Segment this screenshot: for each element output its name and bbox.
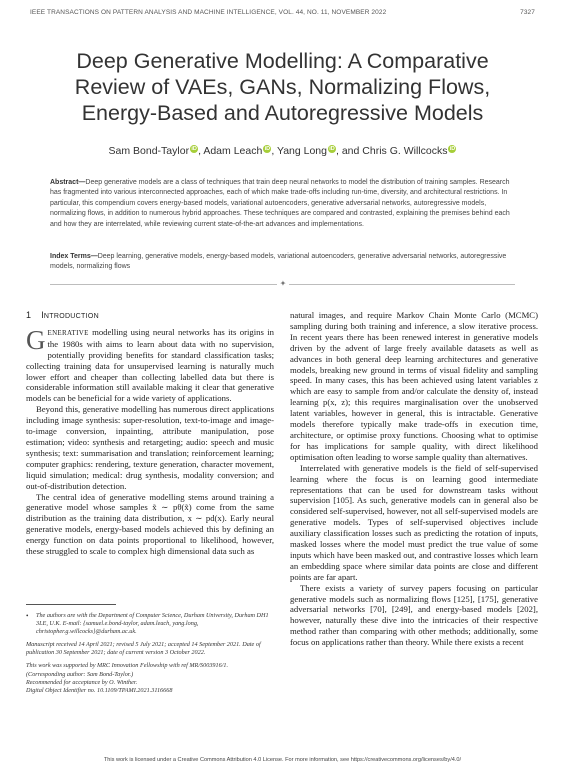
- bullet-icon: •: [26, 612, 29, 620]
- orcid-icon[interactable]: iD: [329, 146, 335, 152]
- affiliation-text: The authors are with the Department of Computer Science, Durham University, Durham DH1 3LE, U.K. E-mail: {samuel.e.bond-taylor, adam.leach, yang.long, christopher.g.willcocks}@durham.ac.uk.: [36, 612, 269, 636]
- orcid-icon[interactable]: iD: [449, 146, 456, 152]
- title-line-1: Deep Generative Modelling: A Comparative: [76, 49, 489, 73]
- abstract-label: Abstract—: [50, 179, 86, 186]
- footnote-rule: [26, 604, 116, 605]
- page-number: 7327: [520, 9, 535, 16]
- funding-note: This work was supported by MRC Innovation Fellowship with ref MR/S003916/1.: [26, 662, 229, 670]
- divider-diamond-icon: ✦: [277, 279, 289, 289]
- index-terms-label: Index Terms—: [50, 253, 98, 260]
- orcid-icon[interactable]: iD: [191, 146, 197, 152]
- section-title-initial: I: [41, 310, 44, 320]
- running-head: [30, 9, 535, 16]
- paragraph-text: modelling using neural networks has its origins in the 1980s with aims to learn about data with no supervision, potentially providing benefits for standard classification tasks; collecting training data for unsupervised learning is naturally much lower effort and cheaper than collecting labelled data but there is considerable information still available making it clear that generative models can be beneficial for a wide variety of applications.: [26, 326, 274, 404]
- right-column: [290, 310, 538, 648]
- abstract: [50, 178, 515, 230]
- author-list: [20, 145, 545, 157]
- title-line-3: Energy-Based and Autoregressive Models: [81, 101, 484, 125]
- drop-cap: G: [26, 324, 46, 355]
- affiliation-note: [26, 612, 274, 636]
- intro-paragraph-4: natural images, and require Markov Chain Monte Carlo (MCMC) sampling during both training and inference, a slow iterative process. In recent years there has been renewed interest in generative models driven by the advent of large freely available datasets as well as advances in both general deep learning architectures and generative models, breaking new ground in terms of visual fidelity and sampling speed. In many cases, this has been achieved using latent variables z which are easy to sample from and/or calculate the density of, instead learning p(x, z); this requires marginalisation over the unobserved latent variables, however in general, this is intractable. Generative models therefore typically make trade-offs in execution time, architecture, or optimise proxy functions. Choosing what to optimise for has implications for sample quality, with direct likelihood optimisation often leading to worse sample quality than alternatives.: [290, 310, 538, 462]
- author-name: Chris G. Willcocks: [362, 145, 448, 157]
- paper-title: [20, 48, 545, 126]
- abstract-text: Deep generative models are a class of techniques that train deep neural networks to model the distribution of training samples. Research has fragmented into various interconnected approaches, each of which make trade-offs including run-time, diversity, and architectural restrictions. In particular, this compendium covers energy-based models, variational autoencoders, generative adversarial networks, autoregressive models, normalizing flows, in addition to numerous hybrid approaches. These techniques are compared and contrasted, explaining the premises behind each and how they are interrelated, while reviewing current state-of-the-art advances and implementations.: [50, 179, 510, 228]
- corresponding-author: (Corresponding author: Sam Bond-Taylor.): [26, 670, 134, 678]
- license-footer: This work is licensed under a Creative Commons Attribution 4.0 License. For more information, see https://creativecommons.org/licenses/by/4.0/: [103, 757, 462, 763]
- index-terms-text: Deep learning, generative models, energy-based models, variational autoencoders, generative adversarial networks, autoregressive models, normalizing flows: [50, 253, 507, 271]
- intro-paragraph-1: [26, 324, 274, 404]
- doi-link[interactable]: Digital Object Identifier no. 10.1109/TPAMI.2021.3116668: [26, 686, 173, 694]
- intro-paragraph-2: Beyond this, generative modelling has numerous direct applications including image synthesis: super-resolution, text-to-image and image-to-image conversion, inpainting, attribute manipulation, pose estimation; video: synthesis and retargeting; audio: speech and music synthesis; text: summarisation and translation; reinforcement learning; computer graphics: rendering, texture generation, character movement, liquid simulation; medical: drug synthesis, modality conversion; and out-of-distribution detection.: [26, 404, 274, 491]
- author-name: Sam Bond-Taylor: [108, 145, 190, 157]
- section-title-rest: NTRODUCTION: [43, 313, 99, 320]
- author-name: Adam Leach: [203, 145, 263, 157]
- journal-header: IEEE TRANSACTIONS ON PATTERN ANALYSIS AND MACHINE INTELLIGENCE, VOL. 44, NO. 11, NOVEMBER 2022: [30, 9, 387, 16]
- index-terms: [50, 252, 515, 273]
- section-number: 1: [26, 310, 32, 320]
- orcid-icon[interactable]: iD: [264, 146, 271, 152]
- manuscript-dates: Manuscript received 14 April 2021; revised 5 July 2021; accepted 14 September 2021. Date of publication 30 September 2021; date of current version 3 October 2022.: [26, 641, 261, 657]
- section-heading: [26, 310, 274, 323]
- left-column: [26, 310, 274, 557]
- recommended-by: Recommended for acceptance by O. Winther.: [26, 678, 138, 686]
- title-line-2: Review of VAEs, GANs, Normalizing Flows,: [74, 75, 491, 99]
- intro-paragraph-6: There exists a variety of survey papers focusing on particular generative models such as normalizing flows [125], [175], generative adversarial networks [70], [249], and energy-based models [202], however, naturally these dive into the intricacies of their respective method rather than comparing with other methods; additionally, some focus on applications rather than theory. While there exists a recent: [290, 582, 538, 648]
- author-name: Yang Long: [276, 145, 327, 157]
- author-separator: ,: [198, 145, 204, 157]
- lead-smallcaps: ENERATIVE: [47, 328, 89, 337]
- intro-paragraph-5: Interrelated with generative models is the field of self-supervised learning where the focus is on learning good intermediate representations that can be used for downstream tasks without supervision [105]. As such, generative models can in general also be considered self-supervised, however, not all self-supervised models are generative models. Types of self-supervised objectives include auxiliary classification losses such as predicting the rotation of inputs, masked losses where the model must predict the true value of some inputs which have been masked out, and contrastive losses which learn an embedding space where similar data points are close and different points are far apart.: [290, 462, 538, 582]
- intro-paragraph-3: The central idea of generative modelling stems around training a generative model whose samples x̃ ∼ pθ(x̃) come from the same distribution as the training data distribution, x ∼ pd(x). Early neural generative models, energy-based models achieved this by defining an energy function on data points proportional to likelihood, however, these struggled to scale to complex high dimensional data such as: [26, 491, 274, 557]
- author-separator: ,: [271, 145, 277, 157]
- footnotes: [26, 604, 274, 695]
- author-separator: , and: [336, 145, 363, 157]
